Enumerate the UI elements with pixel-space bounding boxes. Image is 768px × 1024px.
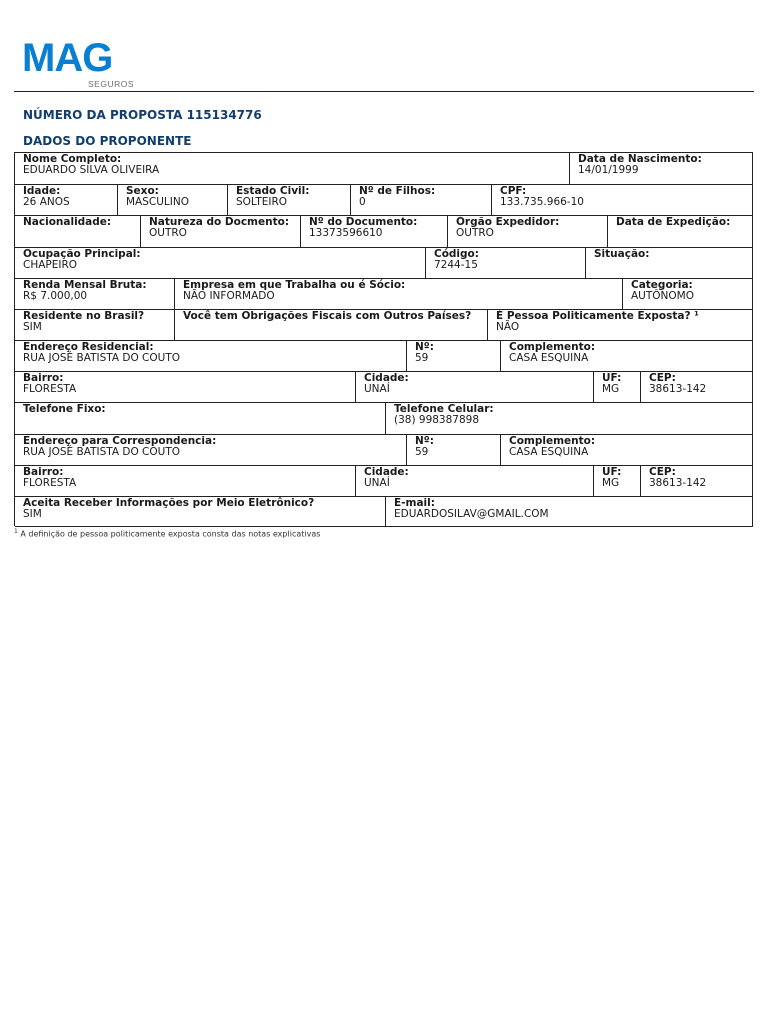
form-row-phones xyxy=(15,403,753,435)
field-category xyxy=(623,279,753,310)
section-title: DADOS DO PROPONENTE xyxy=(23,134,192,148)
label-landline: Telefone Fixo: xyxy=(23,403,106,415)
value-pep: NÃO xyxy=(496,321,520,333)
label-birth-date: Data de Nascimento: xyxy=(578,153,702,165)
field-occupation xyxy=(15,248,426,279)
field-employer xyxy=(175,279,623,310)
value-mailing-complement: CASA ESQUINA xyxy=(509,446,589,458)
field-issue-date xyxy=(608,216,753,248)
value-electronic-consent: SIM xyxy=(23,508,42,520)
form-row-name xyxy=(15,153,753,185)
field-mailing-state xyxy=(594,466,641,497)
field-mobile xyxy=(386,403,753,435)
label-issuing-agency: Órgão Expedidor: xyxy=(456,216,560,228)
field-document-number xyxy=(301,216,448,248)
field-age xyxy=(15,185,118,216)
form-row-personal xyxy=(15,185,753,216)
form-row-income xyxy=(15,279,753,310)
value-address-number: 59 xyxy=(415,352,429,364)
form-row-mailing-address xyxy=(15,435,753,466)
value-mailing-state: MG xyxy=(602,477,620,489)
label-mobile: Telefone Celular: xyxy=(394,403,494,415)
value-full-name: EDUARDO SILVA OLIVEIRA xyxy=(23,164,160,176)
field-full-name xyxy=(15,153,570,185)
label-category: Categoria: xyxy=(631,279,693,291)
field-code xyxy=(426,248,586,279)
footnote xyxy=(14,528,320,539)
label-code: Código: xyxy=(434,248,479,260)
label-mailing-complement: Complemento: xyxy=(509,435,596,447)
field-landline xyxy=(15,403,386,435)
label-mailing-city: Cidade: xyxy=(364,466,409,478)
value-complement: CASA ESQUINA xyxy=(509,352,589,364)
footnote-text: A definição de pessoa politicamente exposta consta das notas explicativas xyxy=(20,529,321,539)
value-issuing-agency: OUTRO xyxy=(456,227,494,239)
value-mailing-district: FLORESTA xyxy=(23,477,77,489)
field-mailing-complement xyxy=(501,435,753,466)
form-row-electronic xyxy=(15,497,753,527)
label-income: Renda Mensal Bruta: xyxy=(23,279,147,291)
value-district: FLORESTA xyxy=(23,383,77,395)
label-address: Endereço Residencial: xyxy=(23,341,154,353)
value-document-type: OUTRO xyxy=(149,227,187,239)
logo-wordmark: MAG xyxy=(22,36,113,80)
form-row-mailing-district xyxy=(15,466,753,497)
form-row-district xyxy=(15,372,753,403)
field-state xyxy=(594,372,641,403)
label-sex: Sexo: xyxy=(126,185,159,197)
field-complement xyxy=(501,341,753,372)
label-mailing-address: Endereço para Correspondencia: xyxy=(23,435,217,447)
label-issue-date: Data de Expedição: xyxy=(616,216,731,228)
label-tax-obligations: Você tem Obrigações Fiscais com Outros Países? xyxy=(183,310,472,322)
label-pep: É Pessoa Politicamente Exposta? ¹ xyxy=(496,310,699,322)
value-category: AUTÔNOMO xyxy=(631,290,694,302)
label-email: E-mail: xyxy=(394,497,435,509)
value-mailing-address: RUA JOSÉ BATISTA DO COUTO xyxy=(23,446,181,458)
value-zip: 38613-142 xyxy=(649,383,707,395)
label-mailing-district: Bairro: xyxy=(23,466,64,478)
value-marital-status: SOLTEIRO xyxy=(236,196,288,208)
label-document-number: Nº do Documento: xyxy=(309,216,418,228)
label-address-number: Nº: xyxy=(415,341,434,353)
field-mailing-district xyxy=(15,466,356,497)
label-situation: Situação: xyxy=(594,248,650,260)
label-resident: Residente no Brasil? xyxy=(23,310,145,322)
field-address xyxy=(15,341,407,372)
value-email: EDUARDOSILAV@GMAIL.COM xyxy=(394,508,549,520)
logo-subtitle: SEGUROS xyxy=(88,79,135,89)
label-state: UF: xyxy=(602,372,622,384)
label-mailing-state: UF: xyxy=(602,466,622,478)
label-cpf: CPF: xyxy=(500,185,527,197)
label-complement: Complemento: xyxy=(509,341,596,353)
field-city xyxy=(356,372,594,403)
value-sex: MASCULINO xyxy=(126,196,189,208)
field-pep xyxy=(488,310,753,341)
field-email xyxy=(386,497,753,527)
value-mailing-city: UNAÍ xyxy=(364,477,390,489)
field-nationality xyxy=(15,216,141,248)
value-age: 26 ANOS xyxy=(23,196,70,208)
value-state: MG xyxy=(602,383,620,395)
label-full-name: Nome Completo: xyxy=(23,153,122,165)
value-mailing-zip: 38613-142 xyxy=(649,477,707,489)
value-resident: SIM xyxy=(23,321,42,333)
mag-logo xyxy=(22,36,135,90)
value-children: 0 xyxy=(359,196,366,208)
value-mailing-number: 59 xyxy=(415,446,429,458)
field-income xyxy=(15,279,175,310)
footnote-mark: 1 xyxy=(14,528,18,535)
label-district: Bairro: xyxy=(23,372,64,384)
field-electronic-consent xyxy=(15,497,386,527)
label-age: Idade: xyxy=(23,185,61,197)
label-children: Nº de Filhos: xyxy=(359,185,436,197)
label-mailing-number: Nº: xyxy=(415,435,434,447)
field-situation xyxy=(586,248,753,279)
label-nationality: Nacionalidade: xyxy=(23,216,112,228)
header-divider xyxy=(14,91,754,92)
label-electronic-consent: Aceita Receber Informações por Meio Eletrônico? xyxy=(23,497,315,509)
label-mailing-zip: CEP: xyxy=(649,466,676,478)
field-children xyxy=(351,185,492,216)
field-cpf xyxy=(492,185,753,216)
value-address: RUA JOSÉ BATISTA DO COUTO xyxy=(23,352,181,364)
value-document-number: 13373596610 xyxy=(309,227,383,239)
label-marital-status: Estado Civil: xyxy=(236,185,310,197)
form-row-residence xyxy=(15,310,753,341)
field-zip xyxy=(641,372,753,403)
field-address-number xyxy=(407,341,501,372)
label-occupation: Ocupação Principal: xyxy=(23,248,141,260)
field-marital-status xyxy=(228,185,351,216)
form-row-document xyxy=(15,216,753,248)
field-issuing-agency xyxy=(448,216,608,248)
proponent-form xyxy=(14,152,753,526)
field-mailing-number xyxy=(407,435,501,466)
value-mobile: (38) 998387898 xyxy=(394,414,480,426)
value-income: R$ 7.000,00 xyxy=(23,290,88,302)
value-city: UNAÍ xyxy=(364,383,390,395)
field-tax-obligations xyxy=(175,310,488,341)
field-birth-date xyxy=(570,153,753,185)
field-mailing-city xyxy=(356,466,594,497)
value-cpf: 133.735.966-10 xyxy=(500,196,584,208)
field-document-type xyxy=(141,216,301,248)
field-resident xyxy=(15,310,175,341)
label-document-type: Natureza do Docmento: xyxy=(149,216,290,228)
value-code: 7244-15 xyxy=(434,259,478,271)
proposal-number-title: NÚMERO DA PROPOSTA 115134776 xyxy=(23,108,262,122)
field-sex xyxy=(118,185,228,216)
field-mailing-zip xyxy=(641,466,753,497)
value-occupation: CHAPEIRO xyxy=(23,259,78,271)
label-city: Cidade: xyxy=(364,372,409,384)
value-birth-date: 14/01/1999 xyxy=(578,164,639,176)
value-employer: NÃO INFORMADO xyxy=(183,290,275,302)
label-employer: Empresa em que Trabalha ou é Sócio: xyxy=(183,279,406,291)
form-row-address xyxy=(15,341,753,372)
label-zip: CEP: xyxy=(649,372,676,384)
form-row-occupation xyxy=(15,248,753,279)
field-mailing-address xyxy=(15,435,407,466)
field-district xyxy=(15,372,356,403)
